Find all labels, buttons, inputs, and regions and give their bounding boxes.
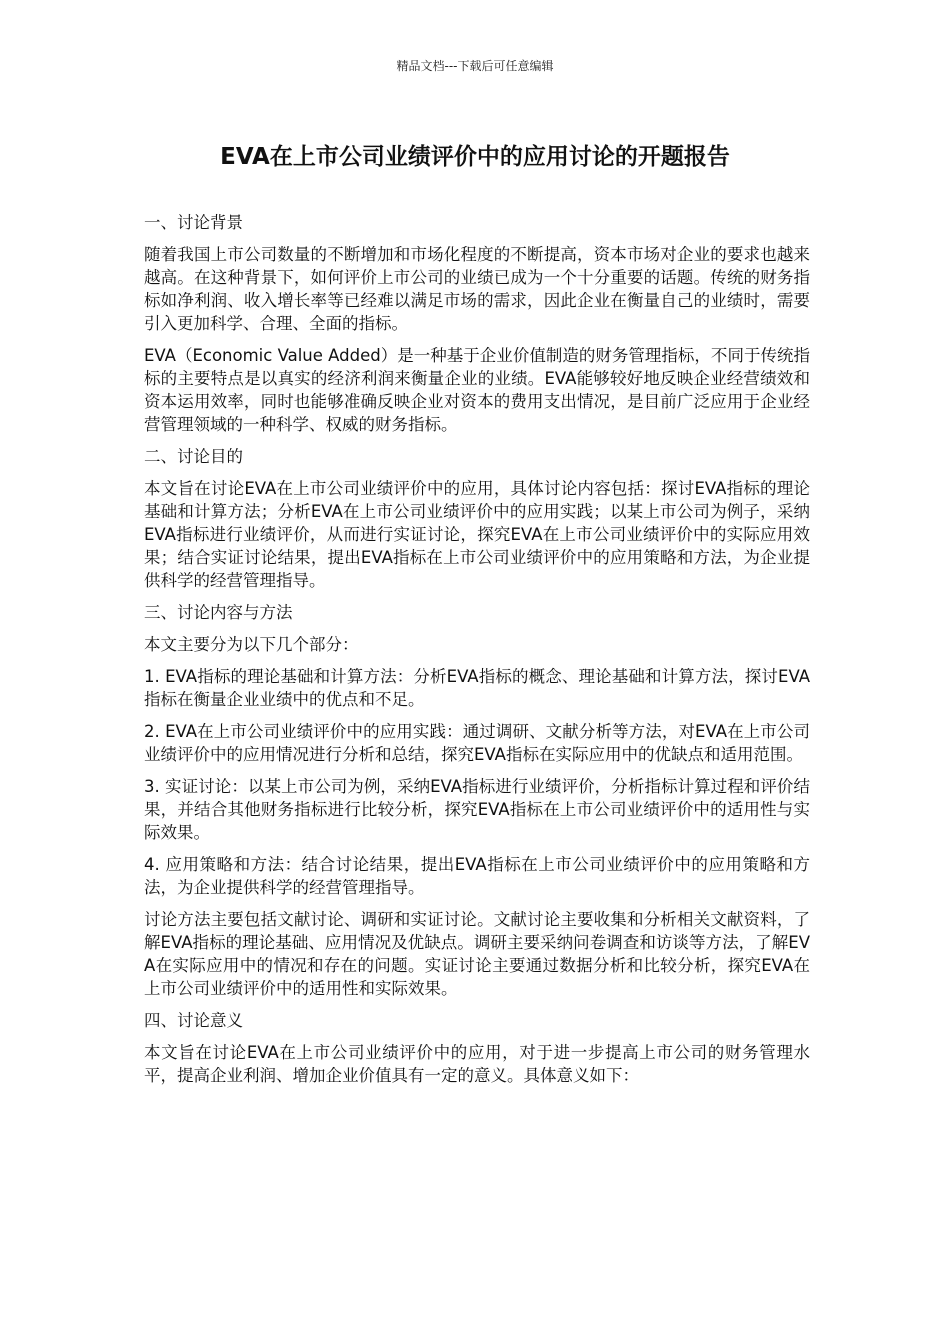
section-heading-purpose: 二、讨论目的 [144, 447, 243, 466]
paragraph: 随着我国上市公司数量的不断增加和市场化程度的不断提高，资本市场对企业的要求也越来越高。在这种背景下，如何评价上市公司的业绩已成为一个十分重要的话题。传统的财务指标如净利润、收入增长率等已经难以满足市场的需求，因此企业在衡量自己的业绩时，需要引入更加科学、合理、全面的指标。 [144, 245, 810, 333]
section-heading-significance: 四、讨论意义 [144, 1011, 243, 1030]
paragraph: 本文主要分为以下几个部分： [144, 635, 359, 654]
section-heading-background: 一、讨论背景 [144, 213, 243, 232]
header-watermark: 精品文档---下载后可任意编辑 [396, 59, 554, 73]
paragraph: 讨论方法主要包括文献讨论、调研和实证讨论。文献讨论主要收集和分析相关文献资料，了解EVA指标的理论基础、应用情况及优缺点。调研主要采纳问卷调查和访谈等方法，了解EVA在实际应用中的情况和存在的问题。实证讨论主要通过数据分析和比较分析，探究EVA在上市公司业绩评价中的适用性和实际效果。 [144, 910, 810, 998]
list-item: 4. 应用策略和方法：结合讨论结果，提出EVA指标在上市公司业绩评价中的应用策略和方法，为企业提供科学的经营管理指导。 [144, 855, 810, 897]
paragraph: EVA（Economic Value Added）是一种基于企业价值制造的财务管理指标，不同于传统指标的主要特点是以真实的经济利润来衡量企业的业绩。EVA能够较好地反映企业经营绩效和资本运用效率，同时也能够准确反映企业对资本的费用支出情况，是目前广泛应用于企业经营管理领域的一种科学、权威的财务指标。 [144, 346, 810, 434]
paragraph: 本文旨在讨论EVA在上市公司业绩评价中的应用，对于进一步提高上市公司的财务管理水平，提高企业利润、增加企业价值具有一定的意义。具体意义如下： [144, 1043, 810, 1085]
document-body [144, 211, 810, 1096]
document-title: EVA在上市公司业绩评价中的应用讨论的开题报告 [220, 144, 730, 170]
list-item: 1. EVA指标的理论基础和计算方法：分析EVA指标的概念、理论基础和计算方法，探讨EVA指标在衡量企业业绩中的优点和不足。 [144, 667, 810, 709]
list-item: 3. 实证讨论：以某上市公司为例，采纳EVA指标进行业绩评价，分析指标计算过程和评价结果，并结合其他财务指标进行比较分析，探究EVA指标在上市公司业绩评价中的适用性与实际效果。 [144, 777, 810, 842]
section-heading-content-methods: 三、讨论内容与方法 [144, 603, 293, 622]
list-item: 2. EVA在上市公司业绩评价中的应用实践：通过调研、文献分析等方法，对EVA在上市公司业绩评价中的应用情况进行分析和总结，探究EVA指标在实际应用中的优缺点和适用范围。 [144, 722, 810, 764]
paragraph: 本文旨在讨论EVA在上市公司业绩评价中的应用，具体讨论内容包括：探讨EVA指标的理论基础和计算方法；分析EVA在上市公司业绩评价中的应用实践；以某上市公司为例子，采纳EVA指标进行业绩评价，从而进行实证讨论，探究EVA在上市公司业绩评价中的实际应用效果；结合实证讨论结果，提出EVA指标在上市公司业绩评价中的应用策略和方法，为企业提供科学的经营管理指导。 [144, 479, 810, 590]
